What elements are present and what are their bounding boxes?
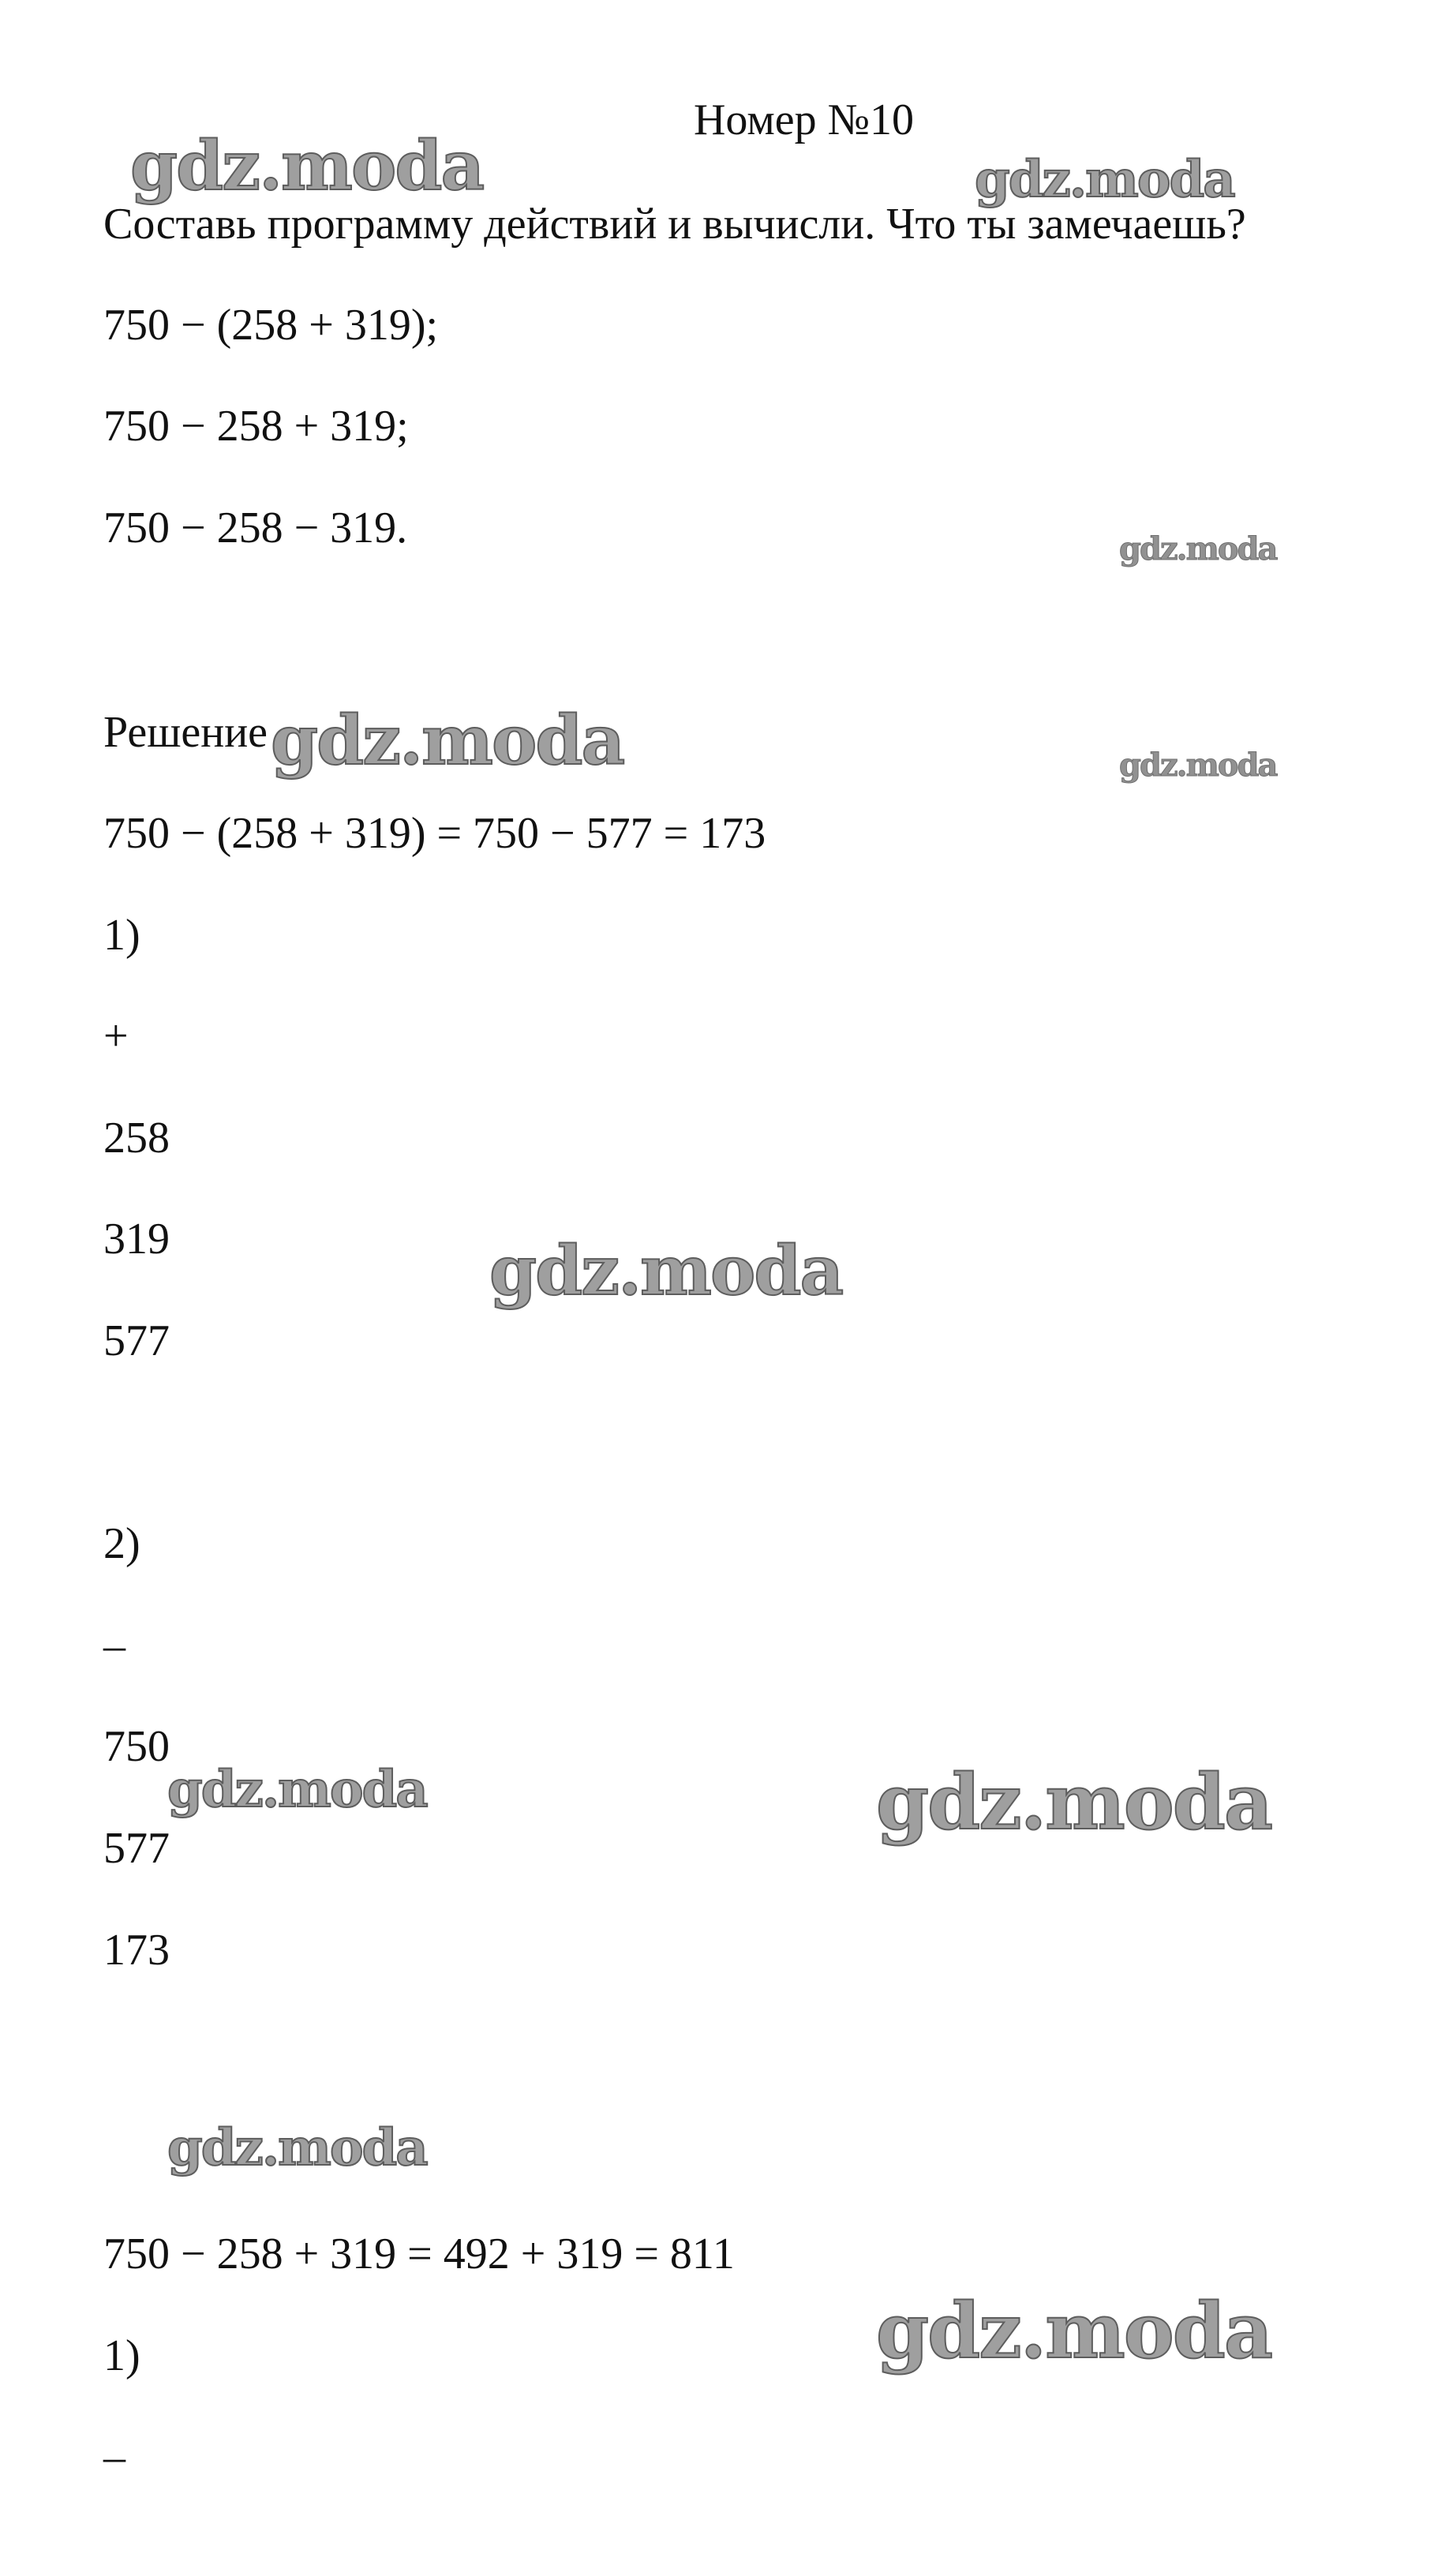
watermark: gdz.moda bbox=[130, 126, 484, 206]
operation-sign: + bbox=[103, 1012, 129, 1061]
operand-a: 258 bbox=[103, 1114, 170, 1163]
operand-b: 577 bbox=[103, 1824, 170, 1873]
watermark: gdz.moda bbox=[167, 1760, 427, 1819]
solution-equation-2: 750 − 258 + 319 = 492 + 319 = 811 bbox=[103, 2230, 735, 2278]
expression-1: 750 − (258 + 319); bbox=[103, 301, 439, 350]
watermark: gdz.moda bbox=[975, 150, 1234, 209]
expression-2: 750 − 258 + 319; bbox=[103, 402, 409, 451]
watermark: gdz.moda bbox=[1119, 530, 1277, 567]
solution-heading: Решение bbox=[103, 708, 268, 757]
task-prompt: Составь программу действий и вычисли. Что ты замечаешь? bbox=[103, 200, 1246, 249]
step-label: 1) bbox=[103, 911, 140, 960]
watermark: gdz.moda bbox=[489, 1231, 843, 1311]
operation-sign: – bbox=[103, 2432, 125, 2481]
step-label: 2) bbox=[103, 1519, 140, 1568]
step-result: 577 bbox=[103, 1316, 170, 1365]
watermark: gdz.moda bbox=[1119, 747, 1277, 784]
operand-b: 319 bbox=[103, 1215, 170, 1264]
watermark: gdz.moda bbox=[167, 2118, 427, 2177]
watermark: gdz.moda bbox=[271, 701, 624, 781]
operand-a: 750 bbox=[103, 1722, 170, 1771]
watermark: gdz.moda bbox=[876, 1758, 1272, 1847]
step-result: 173 bbox=[103, 1926, 170, 1975]
step-label: 1) bbox=[103, 2331, 140, 2380]
page-title: Номер №10 bbox=[693, 95, 915, 144]
expression-3: 750 − 258 − 319. bbox=[103, 504, 408, 552]
solution-equation-1: 750 − (258 + 319) = 750 − 577 = 173 bbox=[103, 809, 766, 858]
operation-sign: – bbox=[103, 1621, 125, 1670]
watermark: gdz.moda bbox=[876, 2286, 1272, 2376]
